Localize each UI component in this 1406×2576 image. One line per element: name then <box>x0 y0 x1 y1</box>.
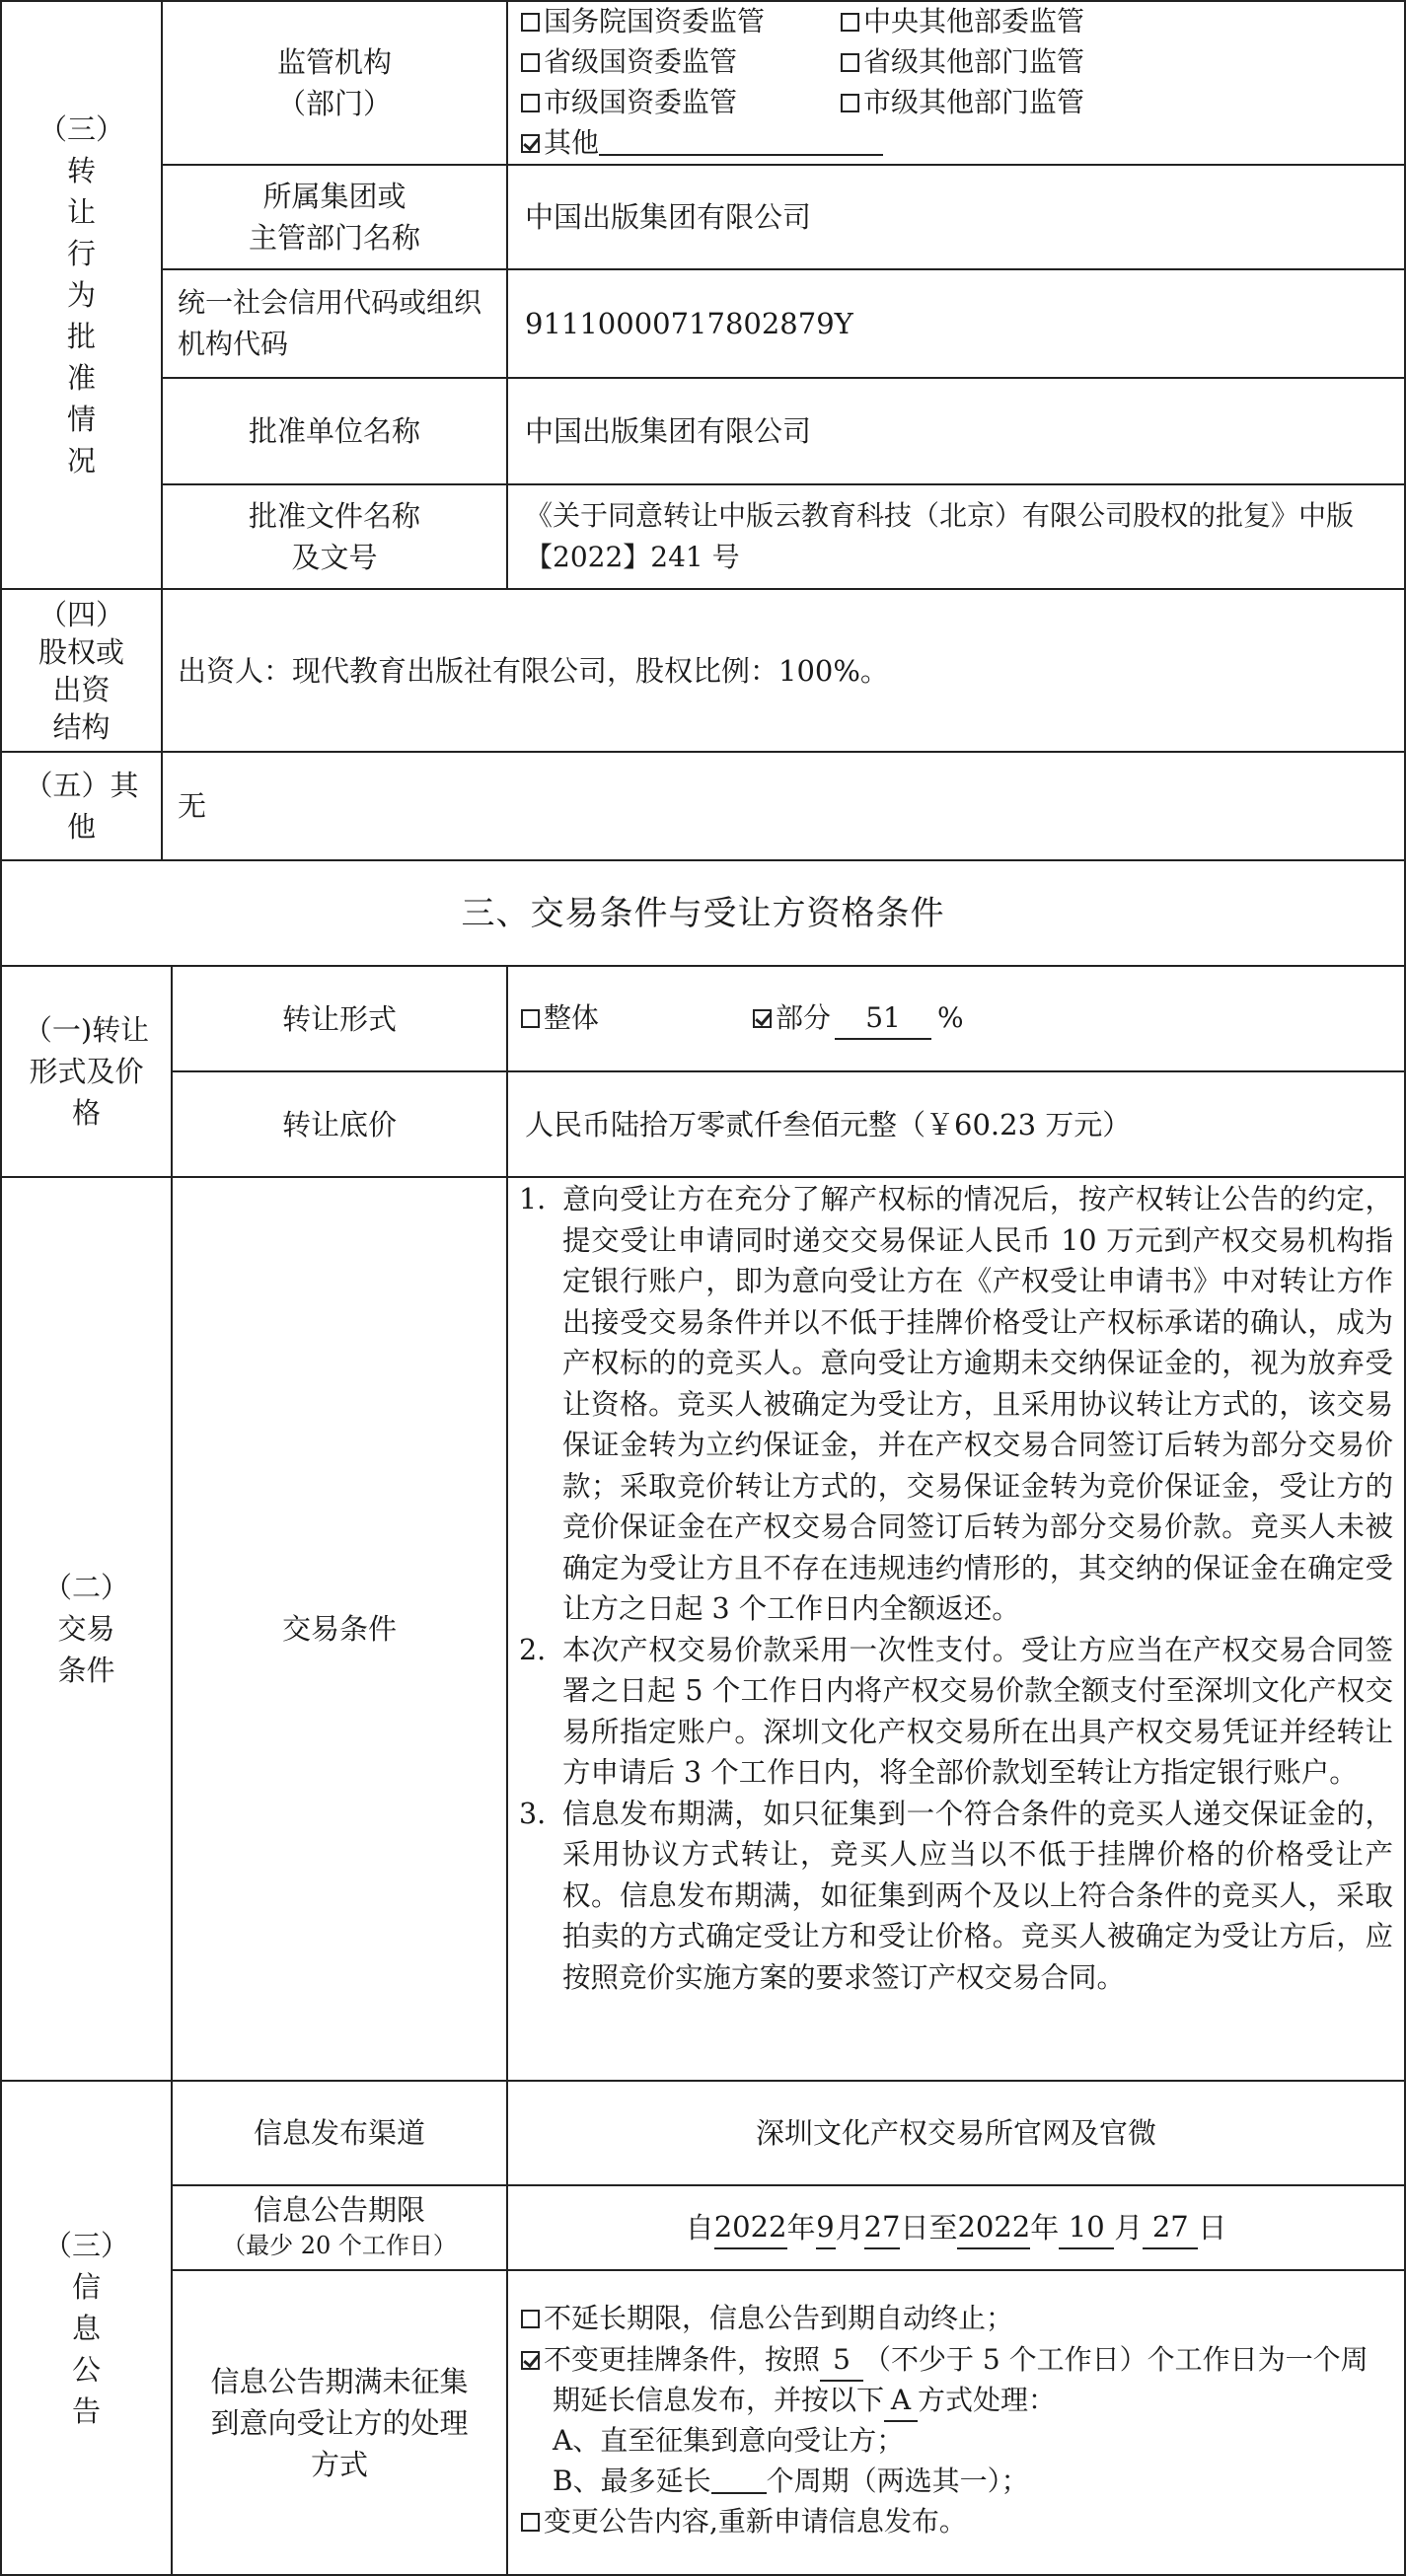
label-line: 股权或 <box>37 634 124 669</box>
label-line: 监管机构 <box>276 45 392 79</box>
trade-conditions-label: 交易条件 <box>281 1612 397 1646</box>
extend-days-field[interactable]: 5 <box>820 2340 863 2382</box>
item-number: 3. <box>519 1797 547 1830</box>
label-line: 信 <box>71 2269 101 2304</box>
label-line: （一)转让 <box>23 1013 150 1047</box>
regulator-option[interactable] <box>521 2 765 41</box>
group-value: 中国出版集团有限公司 <box>525 200 812 234</box>
label-line: 息 <box>71 2311 101 2345</box>
label-line: 告 <box>71 2393 101 2428</box>
document-label <box>163 485 506 588</box>
checkbox-icon[interactable] <box>521 2513 540 2532</box>
option-label: 市级其他部门监管 <box>863 86 1085 118</box>
option-label: 不变更挂牌条件，按照 <box>544 2343 821 2376</box>
option-label: 不延长期限，信息公告到期自动终止； <box>544 2302 1014 2334</box>
label-line: 条件 <box>57 1654 115 1687</box>
text: 自 <box>685 2211 714 2245</box>
transfer-form-partial[interactable] <box>753 998 964 1040</box>
transfer-form-whole[interactable] <box>521 998 599 1038</box>
notice-section-label <box>2 2082 171 2574</box>
label-line: （四） <box>37 597 124 631</box>
end-month-field[interactable]: 10 <box>1059 2206 1114 2249</box>
option-label: 市级国资委监管 <box>544 86 738 118</box>
label-line: 形式及价 <box>29 1055 144 1088</box>
notice-period-value <box>508 2186 1404 2269</box>
label-line: （二） <box>42 1571 129 1604</box>
section-char: 转 <box>66 154 96 187</box>
text: 年 <box>1030 2211 1060 2245</box>
regulator-option-other[interactable] <box>521 123 883 163</box>
checkbox-icon[interactable] <box>841 13 859 32</box>
regulator-option[interactable] <box>841 42 1084 82</box>
trade-section-label <box>2 1178 171 2080</box>
text: 月 <box>835 2211 864 2245</box>
handling-sub-a: A、直至征集到意向受让方； <box>553 2424 905 2457</box>
section-char: 情 <box>66 403 96 436</box>
handling-option-extend-line2 <box>553 2381 1056 2422</box>
section-char: 准 <box>66 361 96 395</box>
checkbox-icon[interactable] <box>521 2310 540 2328</box>
label-line: 交易 <box>57 1612 115 1646</box>
handling-option-change[interactable] <box>521 2502 967 2541</box>
regulator-option[interactable] <box>521 83 737 122</box>
item-text: 意向受让方在充分了解产权标的情况后，按产权转让公告的约定，提交受让申请同时递交交易保证人民币 10 万元到产权交易机构指定银行账户，即为意向受让方在《产权受让申请书》中对转让方作出接受交易条件并以不低于挂牌价格受让产权标承诺的确认，成为产权标的的竞买人。意向受让方逾期未交纳保证金的，视为放弃受让资格。竞买人被确定为受让方，且采用协议转让方式的，该交易保证金转为立约保证金，并在产权交易合同签订后转为部分交易价款；采取竞价转让方式的，交易保证金转为竞价保证金，受让方的竞价保证金在产权交易合同签订后转为部分交易价款。竞买人未被确定为受让方且不存在违规违约情形的，其交纳的保证金在确定受让方之日起 3 个工作日内全额返还。 <box>562 1183 1393 1625</box>
label-line: （部门） <box>276 87 392 120</box>
label-line: 及文号 <box>291 541 378 574</box>
option-label: 期延长信息发布，并按以下 <box>553 2384 885 2416</box>
max-cycles-field[interactable] <box>711 2463 767 2494</box>
list-item <box>519 1179 1393 1630</box>
equity-value: 出资人：现代教育出版社有限公司，股权比例：100%。 <box>178 653 889 688</box>
regulator-option[interactable] <box>521 42 737 82</box>
handling-sub-b <box>553 2462 1029 2501</box>
notice-channel-value: 深圳文化产权交易所官网及官微 <box>755 2116 1156 2150</box>
regulator-option[interactable] <box>841 83 1084 122</box>
item-text: 本次产权交易价款采用一次性支付。受让方应当在产权交易合同签署之日起 5 个工作日内将产权交易价款全额支付至深圳文化产权交易所指定账户。深圳文化产权交易所在出具产权交易凭证并经转让方申请后 3 个工作日内，将全部价款划至转让方指定银行账户。 <box>562 1633 1393 1789</box>
equity-section-label <box>2 590 161 751</box>
label-line: 主管部门名称 <box>248 221 420 255</box>
text: 年 <box>786 2211 816 2245</box>
checked-checkbox-icon[interactable] <box>753 1009 772 1028</box>
label-line: 出资 <box>52 672 111 706</box>
label-line: 格 <box>71 1096 101 1130</box>
trade-conditions-list <box>519 1179 1393 1998</box>
transfer-price-value: 人民币陆拾万零贰仟叁佰元整（￥60.23 万元） <box>525 1107 1132 1141</box>
item-number: 1. <box>519 1183 547 1215</box>
text: 月 <box>1114 2211 1144 2245</box>
label-sub: （最少 20 个工作日） <box>222 2232 457 2259</box>
label-line: （三） <box>42 2228 129 2262</box>
section-char: 批 <box>66 320 96 353</box>
approver-value: 中国出版集团有限公司 <box>525 414 812 448</box>
label-line: 到意向受让方的处理 <box>210 2405 469 2440</box>
section-char: （三） <box>37 112 124 146</box>
approval-section-label <box>2 2 161 588</box>
mode-field[interactable]: A <box>884 2381 918 2422</box>
option-label: 省级国资委监管 <box>544 45 738 78</box>
notice-channel-label: 信息发布渠道 <box>253 2116 425 2150</box>
notice-handling-label <box>173 2271 506 2574</box>
other-value: 无 <box>178 789 207 823</box>
checkbox-icon[interactable] <box>521 1009 540 1028</box>
item-text: 信息发布期满，如只征集到一个符合条件的竞买人递交保证金的，采用协议方式转让，竞买人应当以不低于挂牌价格的价格受让产权。信息发布期满，如征集到两个及以上符合条件的竞买人，采取拍卖的方式确定受让方和受让价格。竞买人被确定为受让方后，应按照竞价实施方案的要求签订产权交易合同。 <box>562 1797 1393 1994</box>
checkbox-icon[interactable] <box>521 53 540 72</box>
section-char: 行 <box>66 237 96 270</box>
option-label: 个周期（两选其一）； <box>766 2465 1029 2497</box>
checked-checkbox-icon[interactable] <box>521 2351 540 2370</box>
option-label: 其他 <box>544 126 600 159</box>
option-label: 省级其他部门监管 <box>863 45 1085 78</box>
section-char: 况 <box>66 444 96 478</box>
label-line: 结构 <box>52 709 111 744</box>
option-label: B、最多延长 <box>553 2465 711 2497</box>
handling-option-no-extend[interactable] <box>521 2299 1013 2338</box>
section-char: 让 <box>66 195 96 229</box>
col-divider <box>506 965 508 2576</box>
label-line: 方式 <box>310 2447 368 2481</box>
notice-period-label <box>173 2186 506 2269</box>
credit-code-value: 91110000717802879Y <box>525 307 853 340</box>
option-label: 部分 <box>776 1001 832 1034</box>
other-fill-line[interactable] <box>599 124 883 156</box>
option-label: 方式处理： <box>918 2384 1057 2416</box>
list-item <box>519 1630 1393 1794</box>
approver-label: 批准单位名称 <box>248 414 420 448</box>
start-month-field[interactable]: 9 <box>816 2206 836 2249</box>
checkbox-icon[interactable] <box>521 13 540 32</box>
transfer-price-label: 转让底价 <box>281 1107 397 1141</box>
label-line: 他 <box>66 810 96 844</box>
label-line: 所属集团或 <box>262 180 407 213</box>
group-label <box>163 166 506 268</box>
label-line: 信息公告期满未征集 <box>210 2364 469 2398</box>
start-day-field[interactable]: 27 <box>864 2206 901 2249</box>
list-item <box>519 1794 1393 1999</box>
document-value: 《关于同意转让中版云教育科技（北京）有限公司股权的批复》中版【2022】241 号 <box>525 499 1355 573</box>
checkbox-icon[interactable] <box>521 94 540 112</box>
checkbox-icon[interactable] <box>841 94 859 112</box>
text: 日 <box>1198 2211 1227 2245</box>
credit-code-label: 统一社会信用代码或组织机构代码 <box>178 286 482 360</box>
transfer-form-label: 转让形式 <box>281 1001 397 1036</box>
percent-field[interactable]: 51 <box>835 998 931 1040</box>
label-line: 公 <box>71 2352 101 2387</box>
end-day-field[interactable]: 27 <box>1143 2206 1198 2249</box>
label-line: 信息公告期限 <box>253 2193 425 2227</box>
option-label: 国务院国资委监管 <box>544 5 766 37</box>
section-three-title: 三、交易条件与受让方资格条件 <box>461 893 945 933</box>
regulator-option[interactable] <box>841 2 1084 41</box>
label-line: （五）其 <box>24 769 139 802</box>
transfer-section-label <box>2 967 171 1176</box>
option-label: （不少于 5 个工作日）个工作日为一个周 <box>863 2343 1369 2376</box>
checked-checkbox-icon[interactable] <box>521 134 540 153</box>
option-label: 整体 <box>544 1001 600 1034</box>
text: 日至 <box>900 2211 958 2245</box>
option-label: 中央其他部委监管 <box>863 5 1085 37</box>
start-year-field[interactable]: 2022 <box>714 2206 787 2249</box>
section-char: 为 <box>66 278 96 312</box>
end-year-field[interactable]: 2022 <box>957 2206 1030 2249</box>
handling-option-extend[interactable] <box>521 2340 1369 2382</box>
option-label: 变更公告内容,重新申请信息发布。 <box>544 2505 967 2538</box>
label-line: 批准文件名称 <box>248 499 420 533</box>
item-number: 2. <box>519 1633 547 1666</box>
checkbox-icon[interactable] <box>841 53 859 72</box>
regulator-label <box>163 2 506 164</box>
percent-unit: % <box>937 1001 964 1034</box>
other-section-label <box>2 753 161 859</box>
